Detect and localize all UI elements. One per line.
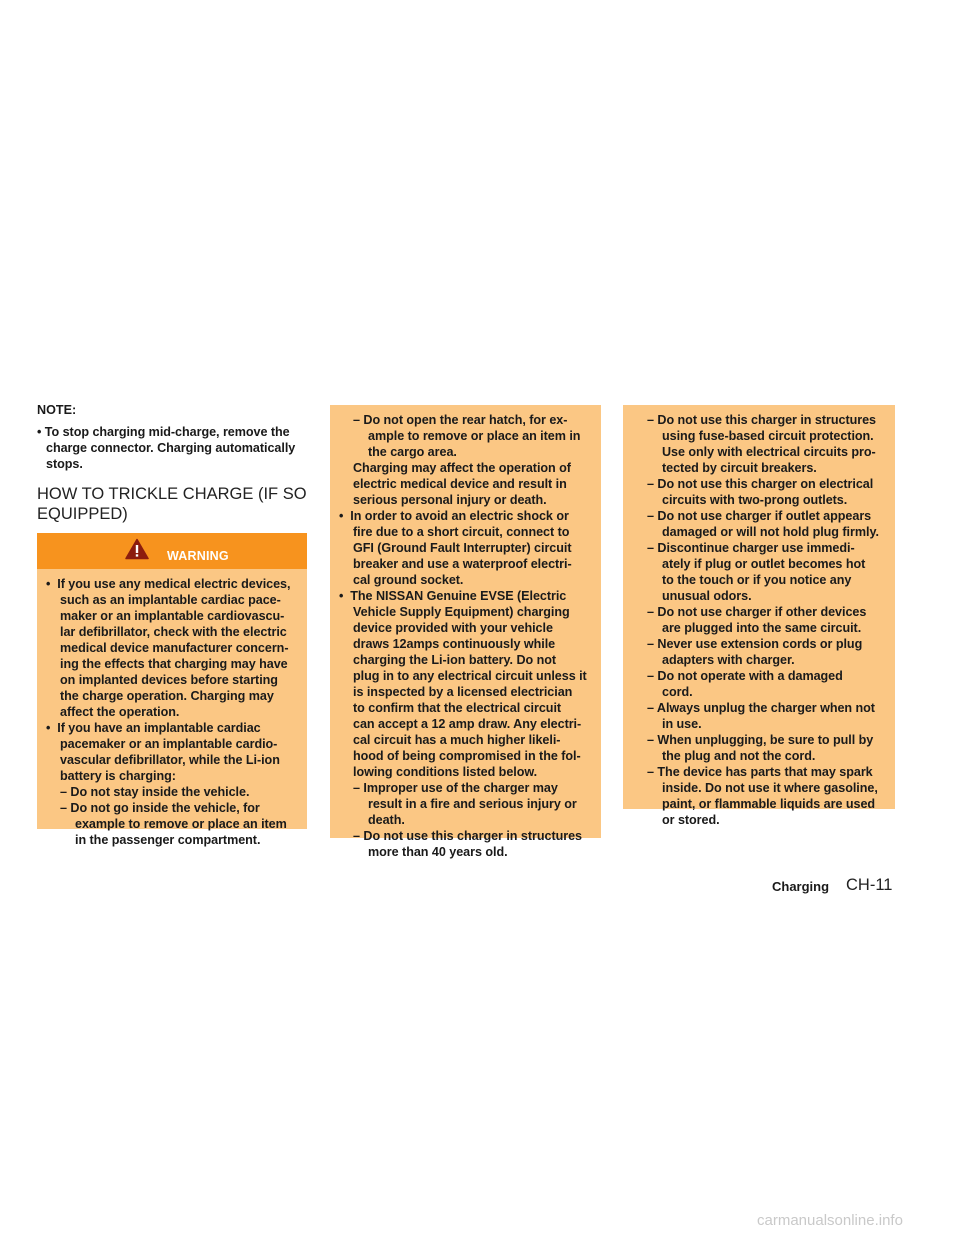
warning-text-line: paint, or flammable liquids are used: [662, 797, 876, 811]
footer-section-label: Charging: [772, 879, 830, 894]
warning-text-line: – Do not open the rear hatch, for ex-: [353, 413, 568, 427]
warning-text-line: maker or an implantable cardiovascu-: [60, 609, 285, 623]
warning-text-line: – Always unplug the charger when not: [647, 701, 875, 715]
section-heading-line-1: HOW TO TRICKLE CHARGE (IF SO: [37, 485, 307, 503]
warning-text-line: – Do not operate with a damaged: [647, 669, 843, 683]
warning-text-line: fire due to a short circuit, connect to: [353, 525, 570, 539]
warning-text-line: to the touch or if you notice any: [662, 573, 852, 587]
note-line: charge connector. Charging automatically: [46, 441, 296, 455]
warning-text-line: battery is charging:: [60, 769, 176, 783]
warning-text-line: cal circuit has a much higher likeli-: [353, 733, 561, 747]
warning-text-line: – Do not use charger if other devices: [647, 605, 867, 619]
warning-text-line: to confirm that the electrical circuit: [353, 701, 562, 715]
warning-text-line: – The device has parts that may spark: [647, 765, 873, 779]
warning-text-line: draws 12amps continuously while: [353, 637, 556, 651]
watermark: carmanualsonline.info: [757, 1212, 903, 1229]
warning-text-line: affect the operation.: [60, 705, 180, 719]
warning-text-line: on implanted devices before starting: [60, 673, 278, 687]
warning-text-line: the charge operation. Charging may: [60, 689, 274, 703]
warning-text-line: – Do not stay inside the vehicle.: [60, 785, 250, 799]
warning-text-line: vascular defibrillator, while the Li-ion: [60, 753, 280, 767]
warning-text-line: is inspected by a licensed electrician: [353, 685, 573, 699]
warning-text-line: can accept a 12 amp draw. Any electri-: [353, 717, 582, 731]
warning-text-line: Charging may affect the operation of: [353, 461, 571, 475]
warning-text-line: the plug and not the cord.: [662, 749, 816, 763]
warning-text-line: ing the effects that charging may have: [60, 657, 288, 671]
warning-text-line: are plugged into the same circuit.: [662, 621, 862, 635]
note-title: NOTE:: [37, 403, 77, 417]
warning-text-line: circuits with two-prong outlets.: [662, 493, 848, 507]
warning-text-line: using fuse-based circuit protection.: [662, 429, 874, 443]
warning-text-line: device provided with your vehicle: [353, 621, 553, 635]
warning-text-line: serious personal injury or death.: [353, 493, 547, 507]
warning-text-line: plug in to any electrical circuit unless it: [353, 669, 587, 683]
warning-text-line: Vehicle Supply Equipment) charging: [353, 605, 570, 619]
note-line: stops.: [46, 457, 83, 471]
warning-text-line: – Do not use charger if outlet appears: [647, 509, 872, 523]
warning-text-line: in use.: [662, 717, 702, 731]
warning-triangle-icon: [125, 538, 149, 560]
warning-text-line: breaker and use a waterproof electri-: [353, 557, 572, 571]
warning-text-line: pacemaker or an implantable cardio-: [60, 737, 278, 751]
warning-text-line: the cargo area.: [368, 445, 457, 459]
warning-text-line: medical device manufacturer concern-: [60, 641, 289, 655]
warning-text-line: – Never use extension cords or plug: [647, 637, 863, 651]
warning-text-line: • If you use any medical electric devices,: [46, 577, 291, 591]
warning-text-line: more than 40 years old.: [368, 845, 508, 859]
warning-text-line: cal ground socket.: [353, 573, 464, 587]
note-line: • To stop charging mid-charge, remove the: [37, 425, 290, 439]
warning-text-line: Use only with electrical circuits pro-: [662, 445, 876, 459]
warning-text-line: adapters with charger.: [662, 653, 795, 667]
warning-text-line: ately if plug or outlet becomes hot: [662, 557, 866, 571]
warning-text-line: or stored.: [662, 813, 720, 827]
page-number: CH-11: [846, 876, 893, 894]
warning-text-line: hood of being compromised in the fol-: [353, 749, 581, 763]
warning-label: WARNING: [167, 549, 229, 563]
warning-text-line: GFI (Ground Fault Interrupter) circuit: [353, 541, 572, 555]
warning-text-line: – Do not go inside the vehicle, for: [60, 801, 260, 815]
warning-text-line: ample to remove or place an item in: [368, 429, 581, 443]
warning-text-line: – Do not use this charger in structures: [353, 829, 582, 843]
warning-text-line: damaged or will not hold plug firmly.: [662, 525, 879, 539]
warning-text-line: • If you have an implantable cardiac: [46, 721, 261, 735]
warning-text-line: lar defibrillator, check with the electric: [60, 625, 287, 639]
warning-text-line: inside. Do not use it where gasoline,: [662, 781, 878, 795]
warning-text-line: lowing conditions listed below.: [353, 765, 538, 779]
section-heading-line-2: EQUIPPED): [37, 505, 128, 523]
warning-text-line: – Do not use this charger on electrical: [647, 477, 874, 491]
warning-text-line: • The NISSAN Genuine EVSE (Electric: [339, 589, 567, 603]
warning-text-line: cord.: [662, 685, 693, 699]
warning-text-line: – Do not use this charger in structures: [647, 413, 876, 427]
warning-text-line: – Discontinue charger use immedi-: [647, 541, 855, 555]
warning-text-line: result in a fire and serious injury or: [368, 797, 577, 811]
warning-text-line: such as an implantable cardiac pace-: [60, 593, 281, 607]
warning-text-line: tected by circuit breakers.: [662, 461, 817, 475]
warning-text-line: unusual odors.: [662, 589, 752, 603]
warning-text-line: death.: [368, 813, 405, 827]
warning-text-line: – Improper use of the charger may: [353, 781, 558, 795]
warning-text-line: example to remove or place an item: [75, 817, 287, 831]
warning-text-line: – When unplugging, be sure to pull by: [647, 733, 874, 747]
warning-text-line: charging the Li-ion battery. Do not: [353, 653, 557, 667]
warning-text-line: • In order to avoid an electric shock or: [339, 509, 569, 523]
warning-text-line: electric medical device and result in: [353, 477, 567, 491]
warning-text-line: in the passenger compartment.: [75, 833, 261, 847]
